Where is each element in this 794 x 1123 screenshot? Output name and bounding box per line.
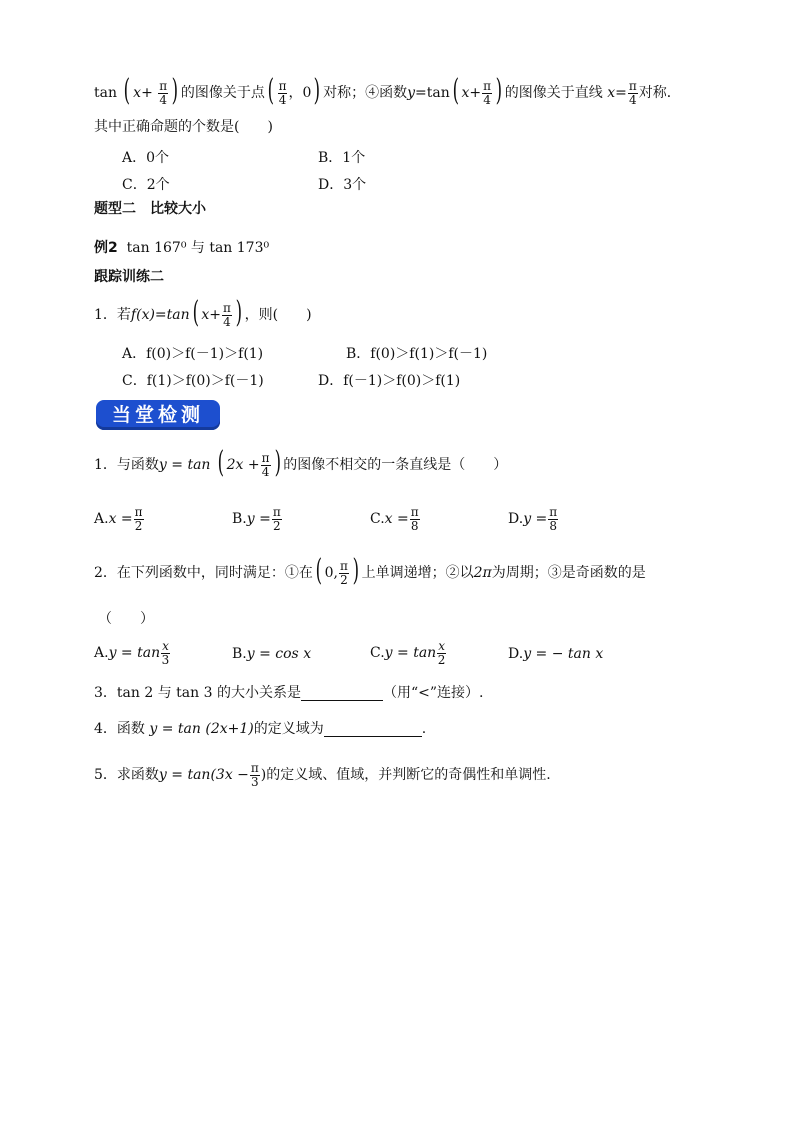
check-q1-option-a: A.x = $\frac{\pi}{2}$: [94, 505, 143, 533]
answer-blank[interactable]: [324, 722, 422, 737]
section2-title: 题型二 比较大小: [94, 201, 206, 217]
training2-option-d: D．f(－1)＞f(0)＞f(1): [318, 373, 461, 389]
check-q3: 3．tan 2 与 tan 3 的大小关系是 （用“<”连接）.: [94, 685, 484, 701]
prev-option-c: C．2个: [122, 177, 170, 193]
prev-option-d: D．3个: [318, 177, 367, 193]
check-q4: 4．函数 y = tan (2x+1)的定义域为 .: [94, 721, 427, 737]
prev-question-line2: 其中正确命题的个数是( ): [94, 119, 273, 135]
check-q2-stem: 2．在下列函数中，同时满足：①在( 0, $\frac{\pi}{2}$ ) 上单调递增；②以2π为周期；③是奇函数的是: [94, 553, 646, 589]
example2: [94, 241, 269, 255]
fraction: $\frac{\pi}{4}$: [159, 79, 168, 107]
check-q1-option-b: B.y = $\frac{\pi}{2}$: [232, 505, 281, 533]
check-q1-stem: 1．与函数y = tan ( 2x + $\frac{\pi}{4}$ ) 的图像不相交的一条直线是（ ）: [94, 445, 508, 481]
check-q2-option-c: C.y = tan $\frac{x}{2}$: [370, 639, 446, 667]
check-q1-option-d: D.y = $\frac{\pi}{8}$: [508, 505, 558, 533]
example2-label: 例2: [94, 240, 118, 256]
check-q2-option-d: D.y = − tan x: [508, 646, 604, 662]
prev-option-b: B．1个: [318, 150, 366, 166]
prev-option-a: A．0个: [122, 150, 170, 166]
training2-q1-stem: 1．若f(x)=tan( x+ $\frac{\pi}{4}$ ) ，则( ): [94, 295, 312, 331]
in-class-test-banner: 当堂检测: [96, 400, 220, 430]
answer-blank[interactable]: [301, 686, 383, 701]
training2-option-b: B．f(0)＞f(1)＞f(－1): [346, 346, 488, 362]
check-q2-option-a: A.y = tan $\frac{x}{3}$: [94, 639, 170, 667]
prev-question-line1: tan ( x+ $\frac{\pi}{4}$ ) 的图像关于点( $\frac{\pi}{4}$ ，0) 对称；④函数y=tan( x+ $\frac{\pi}{4}$ ) 的图像关于直线 x= $\frac{\pi}{4}$ 对称．: [94, 73, 681, 109]
training2-title: 跟踪训练二: [94, 269, 164, 285]
training2-option-a: A．f(0)＞f(－1)＞f(1): [122, 346, 264, 362]
check-q2-answer-paren: （ ）: [98, 611, 154, 627]
check-q2-option-b: B.y = cos x: [232, 646, 312, 662]
check-q5: 5．求函数y = tan(3x − $\frac{\pi}{3}$ )的定义域、值域，并判断它的奇偶性和单调性.: [94, 761, 551, 789]
training2-option-c: C．f(1)＞f(0)＞f(－1): [122, 373, 264, 389]
example2-text: tan 167⁰ 与 tan 173⁰: [126, 240, 270, 256]
check-q1-option-c: C.x = $\frac{\pi}{8}$: [370, 505, 419, 533]
